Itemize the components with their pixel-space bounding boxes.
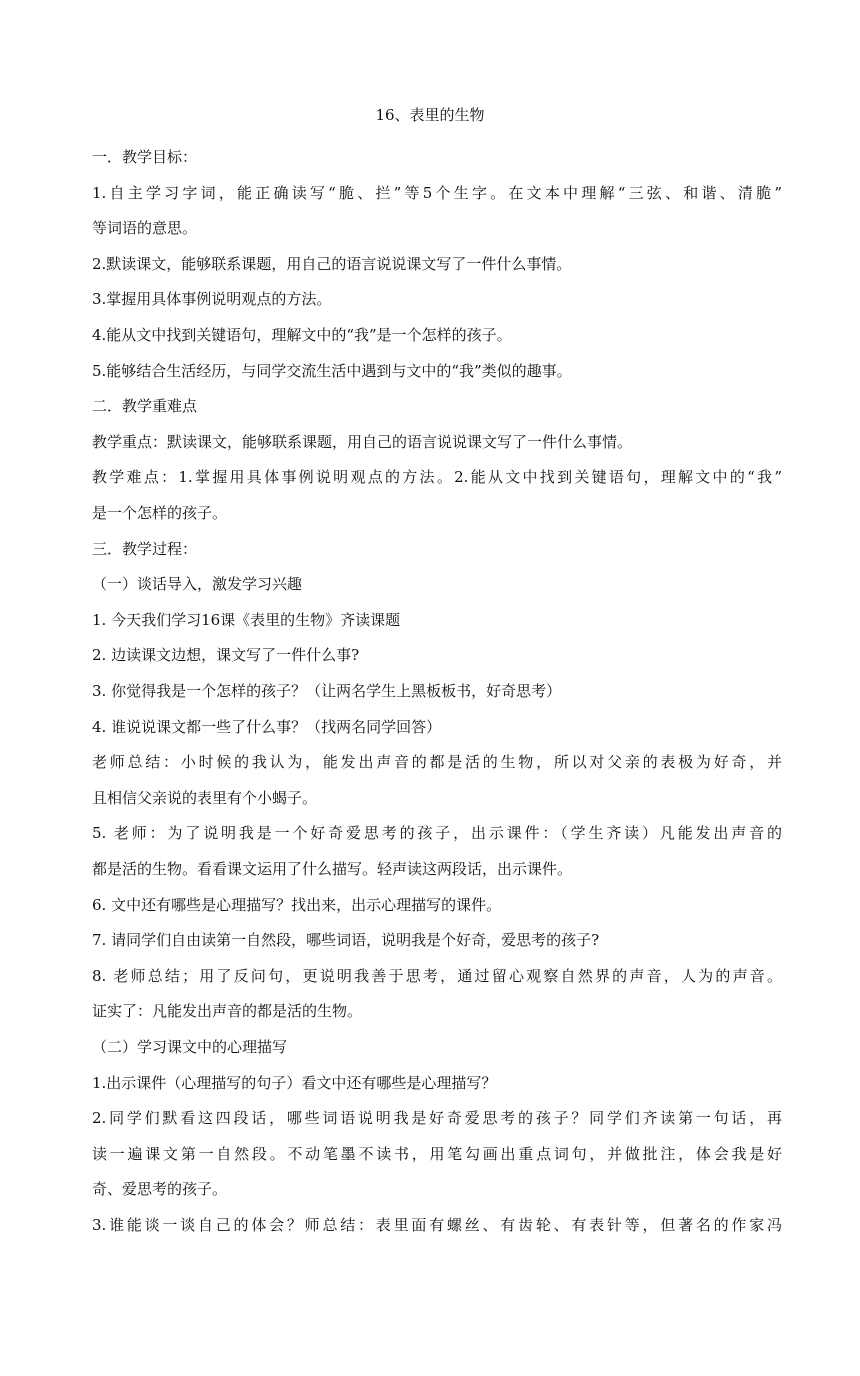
body-line: 1.自主学习字词，能正确读写“脆、拦”等5个生字。在文本中理解“三弦、和谐、清脆” [92, 184, 782, 202]
body-line: 3.谁能谈一谈自己的体会？师总结：表里面有螺丝、有齿轮、有表针等，但著名的作家冯 [92, 1216, 782, 1234]
body-line: 二．教学重难点 [92, 397, 198, 415]
body-line: （二）学习课文中的心理描写 [92, 1038, 288, 1056]
body-line: 读一遍课文第一自然段。不动笔墨不读书，用笔勾画出重点词句，并做批注，体会我是好 [92, 1145, 782, 1163]
body-line: 1.出示课件（心理描写的句子）看文中还有哪些是心理描写？ [92, 1074, 497, 1092]
body-line: 2.默读课文，能够联系课题，用自己的语言说说课文写了一件什么事情。 [92, 255, 572, 273]
body-line: （一）谈话导入，激发学习兴趣 [92, 575, 303, 593]
body-line: 4.能从文中找到关键语句，理解文中的“我”是一个怎样的孩子。 [92, 326, 512, 344]
body-line: 2. 边读课文边想，课文写了一件什么事? [92, 646, 360, 664]
body-line: 一．教学目标： [92, 148, 198, 166]
body-line: 证实了：凡能发出声音的都是活的生物。 [92, 1002, 363, 1020]
body-line: 6. 文中还有哪些是心理描写？找出来，出示心理描写的课件。 [92, 896, 502, 914]
body-line: 是一个怎样的孩子。 [92, 504, 228, 522]
body-line: 7. 请同学们自由读第一自然段，哪些词语，说明我是个好奇，爱思考的孩子? [92, 931, 600, 949]
body-line: 2.同学们默看这四段话，哪些词语说明我是好奇爱思考的孩子？同学们齐读第一句话，再 [92, 1109, 782, 1127]
body-line: 5. 老师：为了说明我是一个好奇爱思考的孩子，出示课件：（学生齐读）凡能发出声音的 [92, 824, 782, 842]
body-line: 3.掌握用具体事例说明观点的方法。 [92, 290, 332, 308]
body-line: 1. 今天我们学习16课《表里的生物》齐读课题 [92, 611, 401, 629]
body-line: 老师总结：小时候的我认为，能发出声音的都是活的生物，所以对父亲的表极为好奇，并 [92, 753, 782, 771]
body-line: 三．教学过程： [92, 540, 198, 558]
body-line: 且相信父亲说的表里有个小蝎子。 [92, 789, 318, 807]
body-line: 3. 你觉得我是一个怎样的孩子？（让两名学生上黑板板书，好奇思考） [92, 682, 562, 700]
body-line: 教学重点：默读课文，能够联系课题，用自己的语言说说课文写了一件什么事情。 [92, 433, 633, 451]
body-line: 教学难点：1.掌握用具体事例说明观点的方法。2.能从文中找到关键语句，理解文中的“我” [92, 468, 782, 486]
body-line: 4. 谁说说课文都一些了什么事？（找两名同学回答） [92, 718, 442, 736]
body-line: 都是活的生物。看看课文运用了什么描写。轻声读这两段话，出示课件。 [92, 860, 573, 878]
document-title: 16、表里的生物 [375, 106, 485, 124]
body-line: 5.能够结合生活经历，与同学交流生活中遇到与文中的“我”类似的趣事。 [92, 362, 572, 380]
body-line: 等词语的意思。 [92, 219, 198, 237]
body-line: 奇、爱思考的孩子。 [92, 1180, 228, 1198]
body-line: 8. 老师总结；用了反问句，更说明我善于思考，通过留心观察自然界的声音，人为的声音。 [92, 967, 782, 985]
